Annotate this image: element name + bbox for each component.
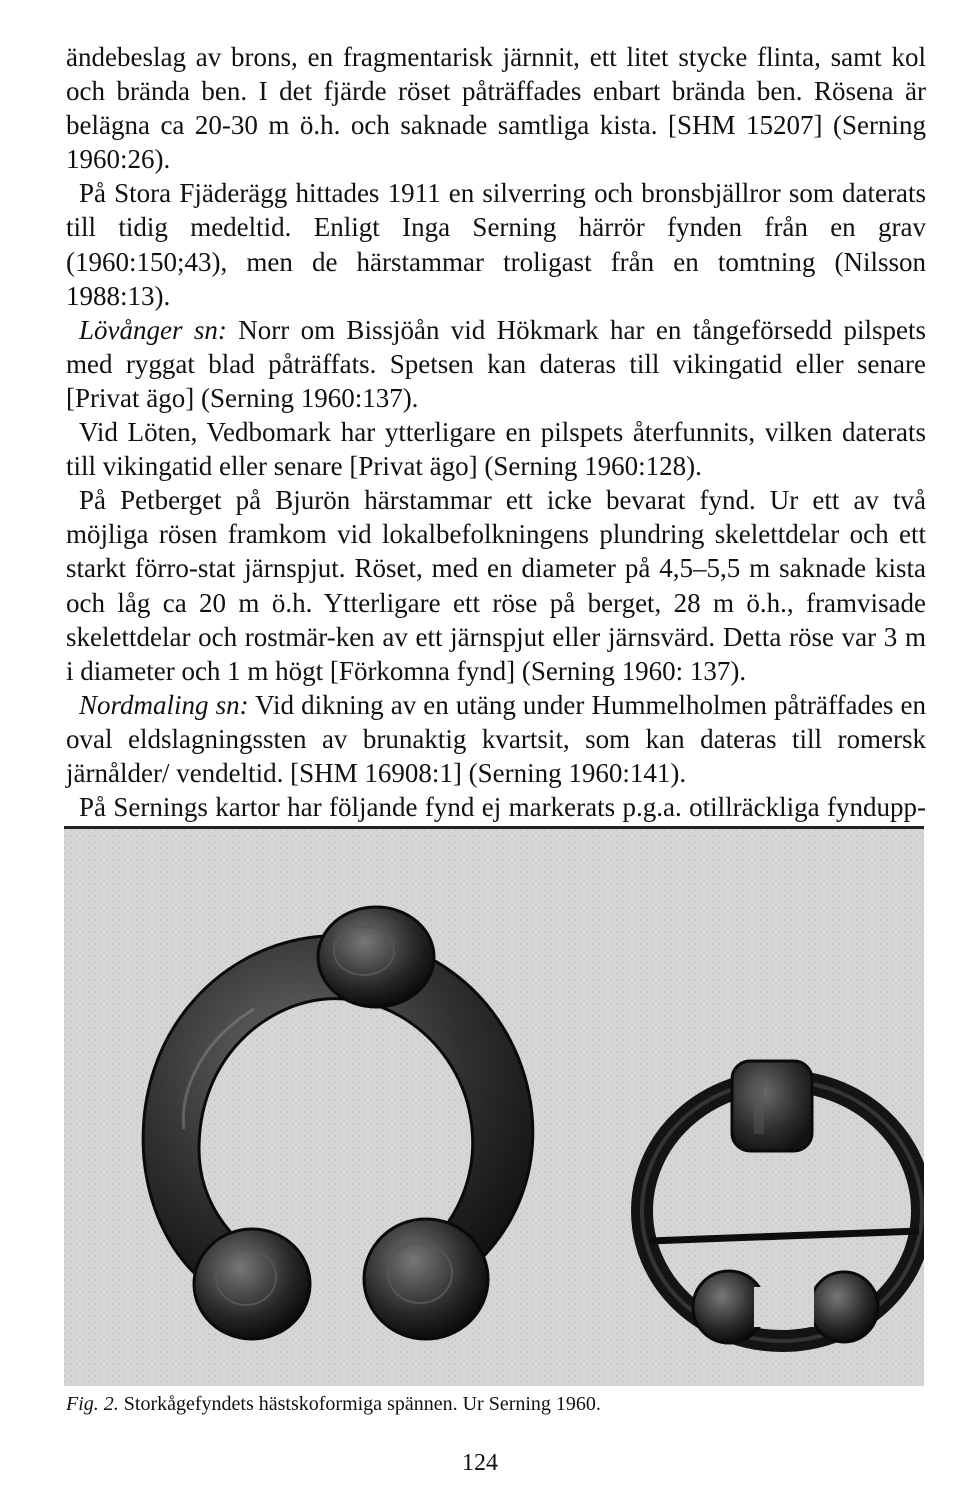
figure-photo bbox=[64, 826, 924, 1386]
paragraph-7 bbox=[66, 790, 926, 824]
paragraph-5 bbox=[66, 483, 926, 688]
paragraph-2 bbox=[66, 176, 926, 312]
paragraph-2-text: På Stora Fjäderägg hittades 1911 en silverring och bronsbjällror som daterats till tidig medeltid. Enligt Inga Serning härrör fynden från en grav (1960:150;43), men de härstammar troligast från en tomtning (Nilsson 1988:13). bbox=[66, 178, 926, 311]
paragraph-6 bbox=[66, 688, 926, 790]
paragraph-1 bbox=[66, 40, 926, 176]
brooches-photo-image bbox=[64, 829, 924, 1386]
paragraph-4 bbox=[66, 415, 926, 483]
paragraph-3-lead: Lövånger sn: bbox=[79, 314, 227, 345]
paragraph-7-text: På Sernings kartor har följande fynd ej markerats p.g.a. otillräckliga fyndupp- bbox=[79, 792, 926, 823]
body-text bbox=[66, 40, 926, 824]
paragraph-1-text: ändebeslag av brons, en fragmentarisk järnnit, ett litet stycke flinta, samt kol och brända ben. I det fjärde röset påträffades enbart brända ben. Rösena är belägna ca 20-30 m ö.h. och saknade samtliga kista. [SHM 15207] (Serning 1960:26). bbox=[66, 42, 926, 175]
figure-caption bbox=[66, 1392, 926, 1416]
paragraph-6-lead: Nordmaling sn: bbox=[79, 689, 249, 720]
paragraph-6-text: Vid dikning av en utäng under Hummelholmen påträffades en oval eldslagningssten av brunaktig kvartsit, som kan dateras till romersk järnålder/ vendeltid. [SHM 16908:1] (Serning 1960:141). bbox=[66, 689, 926, 788]
paragraph-3-text: Norr om Bissjöån vid Hökmark har en tångeförsedd pilspets med ryggat blad påträffats. Spetsen kan dateras till vikingatid eller senare [Privat ägo] (Serning 1960:137). bbox=[66, 314, 926, 413]
paragraph-4-text: Vid Löten, Vedbomark har ytterligare en pilspets återfunnits, vilken daterats till vikingatid eller senare [Privat ägo] (Serning 1960:128). bbox=[66, 417, 926, 482]
figure-label: Fig. 2. bbox=[66, 1393, 119, 1415]
paragraph-5-text: På Petberget på Bjurön härstammar ett icke bevarat fynd. Ur ett av två möjliga rösen framkom vid lokalbefolkningens plundring skelettdelar och ett starkt förro-stat järnspjut. Röset, med en diameter på 4,5–5,5 m saknade kista och låg ca 20 m ö.h. Ytterligare ett röse på berget, 28 m ö.h., framvisade skelettdelar och rostmär-ken av ett järnspjut eller järnsvärd. Detta röse var 3 m i diameter och 1 m högt [Förkomna fynd] (Serning 1960: 137). bbox=[66, 485, 926, 686]
figure-caption-text: Storkågefyndets hästskoformiga spännen. Ur Serning 1960. bbox=[118, 1393, 601, 1415]
paragraph-3 bbox=[66, 313, 926, 415]
page-number: 124 bbox=[462, 1450, 498, 1476]
